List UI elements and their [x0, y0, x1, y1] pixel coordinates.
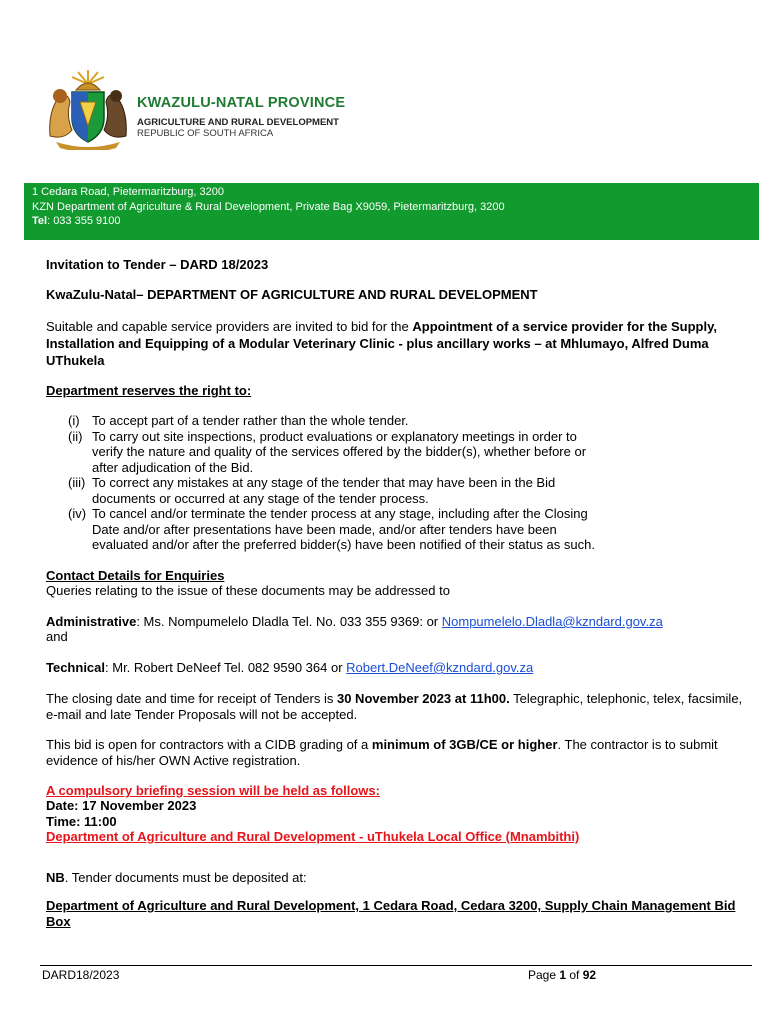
- org-republic: REPUBLIC OF SOUTH AFRICA: [137, 128, 274, 139]
- list-item-line: To accept part of a tender rather than the whole tender.: [92, 413, 409, 428]
- nb-paragraph: [46, 870, 751, 886]
- list-item-number: (iii): [68, 475, 86, 490]
- list-item-line: To cancel and/or terminate the tender process at any stage, including after the Closing: [92, 506, 588, 521]
- list-item: [68, 413, 718, 429]
- briefing-time: Time: 11:00: [46, 814, 117, 829]
- org-department: AGRICULTURE AND RURAL DEVELOPMENT: [137, 117, 339, 128]
- cidb-rest: . The contractor is to submit evidence of his/her OWN Active registration.: [46, 737, 718, 768]
- org-name: KWAZULU-NATAL PROVINCE: [137, 95, 346, 111]
- tel-label: Tel: [32, 215, 48, 227]
- list-item-line: To correct any mistakes at any stage of the tender that may have been in the Bid: [92, 475, 556, 490]
- organization-header: [137, 95, 345, 139]
- list-item-line: evaluated and/or after the preferred bidder(s) have been notified of their status as such.: [92, 537, 595, 552]
- footer-divider: [40, 965, 752, 966]
- list-item: [68, 429, 718, 476]
- contact-heading: Contact Details for Enquiries: [46, 568, 225, 583]
- list-item-line: verify the nature and quality of the services offered by the bidder(s), whether before or: [92, 444, 587, 459]
- tel-value: : 033 355 9100: [47, 215, 121, 227]
- tech-text: : Mr. Robert DeNeef Tel. 082 9590 364 or: [105, 660, 347, 675]
- briefing-heading: A compulsory briefing session will be held as follows:: [46, 783, 380, 798]
- cidb-grade: minimum of 3GB/CE or higher: [371, 737, 558, 752]
- banner-tel-line: [32, 214, 759, 229]
- contact-intro: Queries relating to the issue of these documents may be addressed to: [46, 583, 450, 598]
- briefing-venue: Department of Agriculture and Rural Development - uThukela Local Office (Mnambithi): [46, 829, 580, 844]
- list-item: [68, 506, 718, 553]
- admin-email-link[interactable]: Nompumelelo.Dladla@kzndard.gov.za: [441, 614, 663, 629]
- cidb-lead: This bid is open for contractors with a CIDB grading of a: [46, 737, 372, 752]
- list-item: [68, 475, 718, 506]
- footer-reference: DARD18/2023: [42, 968, 120, 982]
- list-item-line: Date and/or after presentations have been made, and/or after tenders have been: [92, 521, 557, 537]
- page-label: Page: [528, 968, 560, 982]
- briefing-date: Date: 17 November 2023: [46, 798, 197, 813]
- tender-title: Invitation to Tender – DARD 18/2023: [46, 257, 269, 272]
- list-item-line: To carry out site inspections, product evaluations or explanatory meetings in order to: [92, 428, 577, 444]
- and-text: and: [46, 629, 68, 644]
- closing-lead: The closing date and time for receipt of Tenders is: [46, 691, 337, 706]
- admin-contact: [46, 614, 751, 630]
- list-item-number: (iv): [68, 506, 87, 521]
- deposit-address: Department of Agriculture and Rural Development, 1 Cedara Road, Cedara 3200, Supply Chain Management Bid Box: [46, 898, 736, 929]
- address-banner: [24, 183, 759, 240]
- closing-paragraph: [46, 691, 751, 723]
- nb-text: . Tender documents must be deposited at:: [64, 870, 307, 885]
- cidb-paragraph: [46, 737, 751, 769]
- admin-label: Administrative: [46, 614, 137, 629]
- tender-subtitle: KwaZulu-Natal– DEPARTMENT OF AGRICULTURE AND RURAL DEVELOPMENT: [46, 287, 538, 302]
- banner-address-line: 1 Cedara Road, Pietermaritzburg, 3200: [32, 186, 224, 198]
- tech-contact: [46, 660, 751, 676]
- rights-heading: Department reserves the right to:: [46, 383, 252, 398]
- footer-page-number: [528, 968, 596, 982]
- list-item-number: (ii): [68, 428, 83, 444]
- banner-postal-line: KZN Department of Agriculture & Rural Development, Private Bag X9059, Pietermaritzburg, 3200: [32, 200, 505, 213]
- intro-lead: Suitable and capable service providers are invited to bid for the: [46, 319, 413, 334]
- coat-of-arms-icon: [42, 66, 134, 150]
- page-current: 1: [559, 968, 567, 982]
- intro-paragraph: [46, 318, 751, 369]
- list-item-line: after adjudication of the Bid.: [92, 459, 254, 475]
- page-total: 92: [582, 968, 597, 982]
- tech-label: Technical: [46, 660, 106, 675]
- intro-project: Appointment of a service provider for the Supply, Installation and Equipping of a Modular Veterinary Clinic - plus ancillary works – at Mhlumayo, Alfred Duma UThukela: [46, 319, 717, 368]
- list-item-line: documents or occurred at any stage of the tender process.: [92, 490, 429, 506]
- rights-list: [68, 413, 718, 553]
- closing-date: 30 November 2023 at 11h00.: [336, 691, 510, 706]
- list-item-number: (i): [68, 413, 80, 428]
- nb-label: NB: [46, 870, 65, 885]
- tech-email-link[interactable]: Robert.DeNeef@kzndard.gov.za: [346, 660, 534, 675]
- page-of: of: [566, 968, 583, 982]
- closing-rest: Telegraphic, telephonic, telex, facsimile, e-mail and late Tender Proposals will not be accepted.: [46, 691, 743, 722]
- admin-text: : Ms. Nompumelelo Dladla Tel. No. 033 355 9369: or: [136, 614, 442, 629]
